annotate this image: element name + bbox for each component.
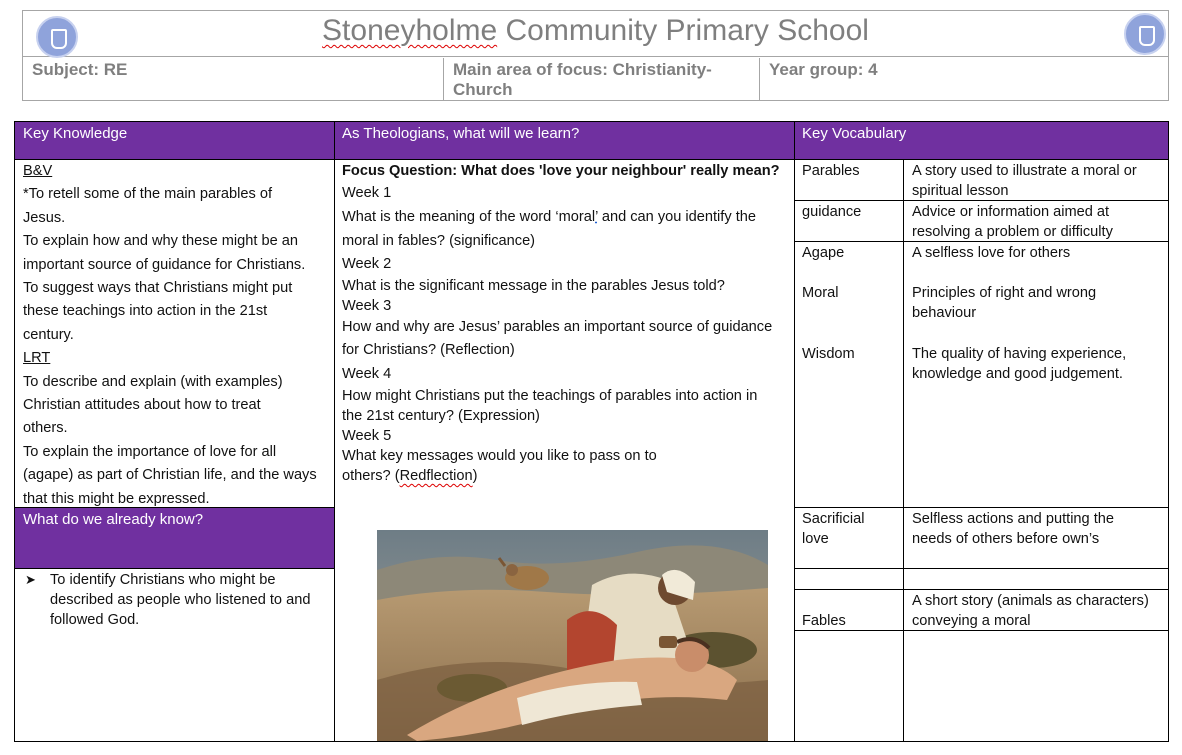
week-5-question-line xyxy=(342,466,792,486)
school-logo-right xyxy=(1124,13,1166,55)
week-1-question-line: moral in fables? (significance) xyxy=(342,233,536,249)
vocab-def-line: behaviour xyxy=(912,305,977,321)
week-1-label: Week 1 xyxy=(342,185,392,201)
vocab-term-parables: Parables xyxy=(802,163,860,179)
week-1-question-part: ’ xyxy=(595,209,598,225)
vocab-def-parables xyxy=(912,161,1164,201)
vocab-row-line-4 xyxy=(794,568,1169,569)
vocab-def-moral xyxy=(912,283,1164,323)
week-3-label: Week 3 xyxy=(342,298,392,314)
school-name-first-word: Stoneyholme xyxy=(322,14,498,47)
grid-right xyxy=(1168,121,1169,742)
week-5-question-part: ) xyxy=(472,468,478,484)
grid-already-know-bottom xyxy=(14,568,334,569)
week-1-question-part: and can you identify the xyxy=(597,209,756,225)
key-knowledge-content xyxy=(23,160,333,511)
bv-line: century. xyxy=(23,326,74,343)
vocab-term-line: love xyxy=(802,531,829,547)
week-4-label: Week 4 xyxy=(342,366,392,382)
bullet-line: followed God. xyxy=(50,612,140,628)
key-vocabulary-header xyxy=(794,122,1169,159)
vocab-def-agape: A selfless love for others xyxy=(912,245,1071,261)
lrt-line: that this might be expressed. xyxy=(23,490,210,507)
key-vocabulary-title: Key Vocabulary xyxy=(802,125,907,142)
vocab-def-line: spiritual lesson xyxy=(912,183,1009,199)
week-2-question: What is the significant message in the parables Jesus told? xyxy=(342,278,725,294)
vocab-def-line: Advice or information aimed at xyxy=(912,204,1110,220)
week-4-question-line: How might Christians put the teachings of parables into action in xyxy=(342,388,758,404)
vocab-row-line-5 xyxy=(794,589,1169,590)
focus-line-1: Main area of focus: Christianity- xyxy=(453,60,712,79)
week-5-question-part: Redflection xyxy=(399,468,473,484)
vocab-def-line: A short story (animals as characters) xyxy=(912,593,1149,609)
lrt-heading: LRT xyxy=(23,350,51,367)
vocab-def-line: resolving a problem or difficulty xyxy=(912,224,1113,240)
week-5-label: Week 5 xyxy=(342,428,392,444)
lrt-line: To explain the importance of love for all xyxy=(23,443,277,460)
year-group-cell xyxy=(760,58,1168,100)
vocab-def-guidance xyxy=(912,202,1164,242)
vocab-term-guidance: guidance xyxy=(802,204,862,220)
theologians-title: As Theologians, what will we learn? xyxy=(342,125,580,142)
key-knowledge-header xyxy=(14,122,334,159)
theologians-header xyxy=(334,122,794,159)
key-knowledge-title: Key Knowledge xyxy=(23,125,128,142)
grid-top xyxy=(14,121,1169,122)
week-3-question-line: for Christians? (Reflection) xyxy=(342,342,515,358)
bullet-line: To identify Christians who might be xyxy=(50,572,276,588)
bv-line: *To retell some of the main parables of xyxy=(23,186,273,203)
year-group-label: Year group: 4 xyxy=(769,60,878,79)
already-know-list xyxy=(23,570,333,630)
good-samaritan-illustration xyxy=(377,530,768,741)
lrt-line: others. xyxy=(23,420,68,437)
bv-line: To explain how and why these might be an xyxy=(23,233,299,250)
vocab-term-line: Sacrificial xyxy=(802,511,865,527)
week-2-label: Week 2 xyxy=(342,256,392,272)
week-4-question-line: the 21st century? (Expression) xyxy=(342,408,540,424)
school-name-rest: Community Primary School xyxy=(505,14,869,47)
vocab-def-line: A story used to illustrate a moral or xyxy=(912,163,1137,179)
vocab-def-line: knowledge and good judgement. xyxy=(912,366,1123,382)
school-logo-left xyxy=(36,16,78,58)
subject-label: Subject: RE xyxy=(32,60,128,79)
focus-question: Focus Question: What does 'love your neighbour' really mean? xyxy=(342,163,780,179)
arrow-bullet-icon: ➤ xyxy=(25,572,36,587)
bv-line: these teachings into action in the 21st xyxy=(23,303,268,320)
vocab-term-wisdom: Wisdom xyxy=(802,346,855,362)
grid-left xyxy=(14,121,15,742)
already-know-header xyxy=(14,508,334,568)
illustration-svg xyxy=(377,530,768,741)
lrt-line: (agape) as part of Christian life, and the ways xyxy=(23,467,317,484)
lrt-line: Christian attitudes about how to treat xyxy=(23,397,261,414)
grid-col-1 xyxy=(334,121,335,742)
grid-bottom xyxy=(14,741,1169,742)
vocab-term-fables: Fables xyxy=(802,613,846,629)
week-1-question-part: What is the meaning of the word ‘moral xyxy=(342,209,596,225)
list-item xyxy=(23,570,333,630)
focus-cell xyxy=(444,58,759,100)
theologians-content xyxy=(342,160,792,486)
week-5-question-line: What key messages would you like to pass on to xyxy=(342,448,657,464)
bv-line: Jesus. xyxy=(23,209,66,226)
lrt-line: To describe and explain (with examples) xyxy=(23,373,283,390)
bv-heading: B&V xyxy=(23,163,53,179)
vocab-term-agape: Agape xyxy=(802,245,845,261)
grid-col-2 xyxy=(794,121,795,742)
vocab-term-sacrificial-love xyxy=(802,509,864,549)
bv-line: important source of guidance for Christians. xyxy=(23,256,306,273)
bullet-line: described as people who listened to and xyxy=(50,592,311,608)
vocab-def-line: conveying a moral xyxy=(912,613,1031,629)
vocab-def-line: The quality of having experience, xyxy=(912,346,1127,362)
vocab-def-wisdom xyxy=(912,344,1164,384)
subject-cell xyxy=(23,58,443,100)
week-5-question-part: others? ( xyxy=(342,468,400,484)
already-know-title: What do we already know? xyxy=(23,511,204,528)
vocab-def-fables xyxy=(912,591,1164,631)
vocab-term-moral: Moral xyxy=(802,285,839,301)
week-3-question-line: How and why are Jesus’ parables an important source of guidance xyxy=(342,319,773,335)
week-1-question-line xyxy=(342,205,792,229)
vocab-def-line: Principles of right and wrong xyxy=(912,285,1097,301)
grid-vocab-split xyxy=(903,159,904,741)
focus-line-2: Church xyxy=(453,80,513,99)
vocab-def-line: needs of others before own’s xyxy=(912,531,1100,547)
bv-line: To suggest ways that Christians might put xyxy=(23,280,293,297)
school-title xyxy=(23,11,1168,57)
vocab-row-line-3 xyxy=(794,507,1169,508)
vocab-def-sacrificial-love xyxy=(912,509,1164,549)
vocab-def-line: Selfless actions and putting the xyxy=(912,511,1115,527)
